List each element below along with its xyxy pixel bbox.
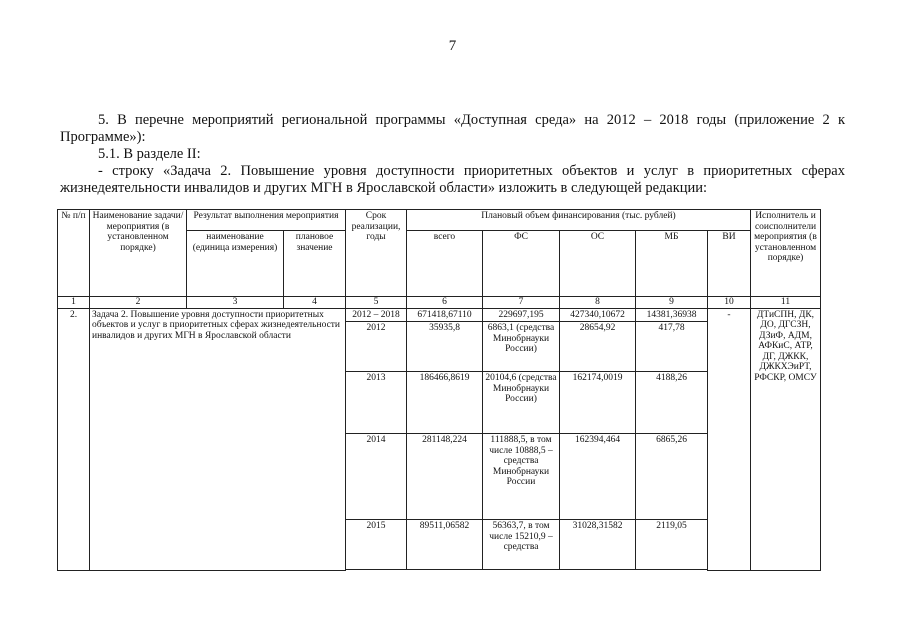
- paragraph-instruction: - строку «Задача 2. Повышение уровня доступности приоритетных объектов и услуг в приоритетных сферах жизнедеятельности инвалидов и других МГН в Ярославской области» изложить в следующей редакции:: [60, 163, 845, 196]
- row-mb: 6865,26: [636, 434, 708, 520]
- row-total: 89511,06582: [407, 520, 483, 570]
- col-number: 6: [407, 297, 483, 309]
- header-num: № п/п: [58, 210, 90, 297]
- header-result-value: плановое значение: [284, 231, 346, 297]
- task-name: Задача 2. Повышение уровня доступности приоритетных объектов и услуг в приоритетных сферах жизнедеятельности инвалидов и других МГН в Ярославской области: [90, 308, 346, 570]
- paragraph-item-5-1: 5.1. В разделе II:: [98, 146, 201, 162]
- col-number: 8: [560, 297, 636, 309]
- row-mb: 4188,26: [636, 372, 708, 434]
- header-mb: МБ: [636, 231, 708, 297]
- row-mb: 2119,05: [636, 520, 708, 570]
- row-fs: 6863,1 (средства Минобрнауки России): [483, 322, 560, 372]
- row-mb: 417,78: [636, 322, 708, 372]
- row-os: 28654,92: [560, 322, 636, 372]
- row-total: 281148,224: [407, 434, 483, 520]
- header-total: всего: [407, 231, 483, 297]
- page-number: 7: [448, 38, 457, 54]
- row-total: 671418,67110: [407, 308, 483, 322]
- header-vi: ВИ: [708, 231, 751, 297]
- task-vi: -: [708, 308, 751, 570]
- header-term: Срок реализации, годы: [346, 210, 407, 297]
- col-number: 3: [187, 297, 284, 309]
- header-executor: Исполнитель и соисполнители мероприятия (в установленном порядке): [751, 210, 821, 297]
- col-number: 5: [346, 297, 407, 309]
- column-number-row: [58, 297, 821, 309]
- header-fs: ФС: [483, 231, 560, 297]
- row-os: 162174,0019: [560, 372, 636, 434]
- row-year: 2014: [346, 434, 407, 520]
- col-number: 10: [708, 297, 751, 309]
- task-num: 2.: [58, 308, 90, 570]
- row-os: 427340,10672: [560, 308, 636, 322]
- col-number: 1: [58, 297, 90, 309]
- row-year: 2012: [346, 322, 407, 372]
- row-year: 2013: [346, 372, 407, 434]
- col-number: 11: [751, 297, 821, 309]
- row-fs: 229697,195: [483, 308, 560, 322]
- header-result: Результат выполнения мероприятия: [187, 210, 346, 231]
- row-mb: 14381,36938: [636, 308, 708, 322]
- row-os: 162394,464: [560, 434, 636, 520]
- row-total: 35935,8: [407, 322, 483, 372]
- row-fs: 56363,7, в том числе 15210,9 – средства: [483, 520, 560, 570]
- col-number: 4: [284, 297, 346, 309]
- row-year: 2012 – 2018: [346, 308, 407, 322]
- row-total: 186466,8619: [407, 372, 483, 434]
- col-number: 9: [636, 297, 708, 309]
- row-fs: 111888,5, в том числе 10888,5 – средства Минобрнауки России: [483, 434, 560, 520]
- paragraph-item-5: 5. В перечне мероприятий региональной программы «Доступная среда» на 2012 – 2018 годы (приложение 2 к Программе»):: [60, 112, 845, 145]
- col-number: 7: [483, 297, 560, 309]
- row-year: 2015: [346, 520, 407, 570]
- financing-table: [57, 209, 821, 571]
- table-row: [58, 308, 821, 322]
- header-funding: Плановый объем финансирования (тыс. рублей): [407, 210, 751, 231]
- row-os: 31028,31582: [560, 520, 636, 570]
- spacer-cell: [346, 570, 708, 571]
- header-result-name: наименование (единица измерения): [187, 231, 284, 297]
- row-fs: 20104,6 (средства Минобрнауки России): [483, 372, 560, 434]
- col-number: 2: [90, 297, 187, 309]
- header-os: ОС: [560, 231, 636, 297]
- task-executor: ДТиСПН, ДК, ДО, ДГСЗН, ДЗиФ, АДМ, АФКиС, АТР, ДГ, ДЖКК, ДЖКХЭиРТ, РФСКР, ОМСУ: [751, 308, 821, 570]
- header-name: Наименование задачи/ мероприятия (в установленном порядке): [90, 210, 187, 297]
